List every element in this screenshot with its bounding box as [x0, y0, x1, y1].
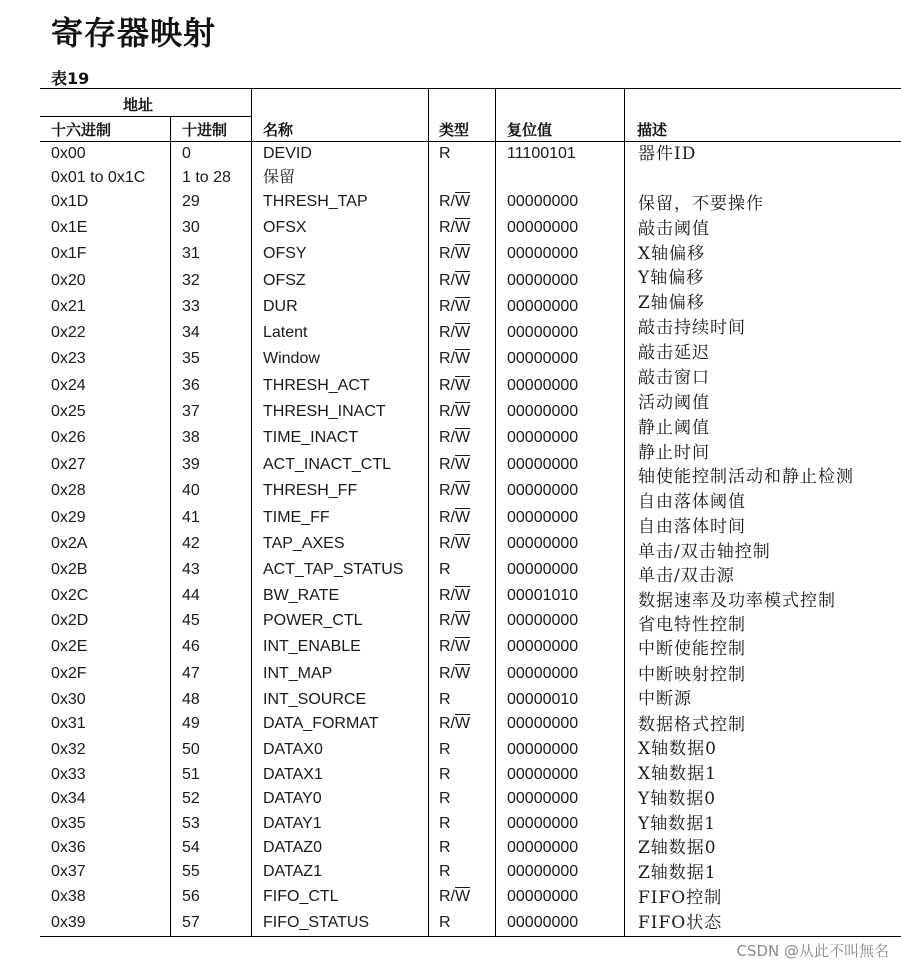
cell-type: $R/\overline{W}$ — [439, 587, 471, 604]
header-address: 地址 — [123, 96, 154, 114]
table-bottom-rule — [40, 936, 901, 937]
cell-hex: 0x38 — [51, 888, 86, 905]
cell-dec: 57 — [182, 914, 200, 931]
cell-type: $R/\overline{W}$ — [439, 715, 471, 732]
cell-hex: 0x39 — [51, 914, 86, 931]
cell-reset: 00000000 — [507, 914, 579, 931]
cell-type: $R/\overline{W}$ — [439, 638, 471, 655]
cell-desc: 自由落体阈值 — [638, 492, 746, 512]
cell-name: FIFO_STATUS — [263, 914, 370, 931]
cell-hex: 0x2F — [51, 665, 87, 682]
cell-type: R — [439, 766, 451, 783]
cell-hex: 0x24 — [51, 377, 86, 394]
address-header-rule — [40, 116, 251, 117]
cell-dec: 52 — [182, 790, 200, 807]
table-row — [0, 427, 901, 449]
cell-name: DATA_FORMAT — [263, 715, 379, 732]
cell-reset: 00000000 — [507, 219, 579, 236]
cell-desc: 敲击持续时间 — [638, 318, 746, 338]
cell-desc: Z轴数据0 — [638, 838, 717, 858]
cell-desc: Y轴数据1 — [638, 814, 717, 834]
cell-hex: 0x2E — [51, 638, 88, 655]
cell-desc: Z轴偏移 — [638, 293, 705, 313]
cell-desc: 器件ID — [638, 144, 697, 164]
cell-hex: 0x37 — [51, 863, 86, 880]
cell-hex: 0x01 to 0x1C — [51, 169, 146, 186]
cell-name: DATAZ1 — [263, 863, 322, 880]
cell-reset: 00000000 — [507, 741, 579, 758]
cell-desc: 自由落体时间 — [638, 517, 746, 537]
table-row — [0, 788, 901, 810]
cell-name: Window — [263, 350, 320, 367]
cell-dec: 36 — [182, 377, 200, 394]
cell-name: TIME_FF — [263, 509, 330, 526]
cell-desc: 保留，不要操作 — [638, 194, 764, 214]
cell-name: OFSX — [263, 219, 307, 236]
cell-reset: 11100101 — [507, 145, 576, 162]
cell-type: $R/\overline{W}$ — [439, 482, 471, 499]
table-row — [0, 764, 901, 786]
cell-dec: 30 — [182, 219, 200, 236]
cell-desc: 静止时间 — [638, 443, 710, 463]
cell-desc: 敲击延迟 — [638, 343, 710, 363]
cell-reset: 00000000 — [507, 839, 579, 856]
cell-type: $R/\overline{W}$ — [439, 245, 471, 262]
table-row — [0, 401, 901, 423]
cell-hex: 0x25 — [51, 403, 86, 420]
cell-name: FIFO_CTL — [263, 888, 339, 905]
header-name: 名称 — [263, 121, 294, 139]
cell-type: $R/\overline{W}$ — [439, 219, 471, 236]
table-row — [0, 217, 901, 239]
cell-type: $R/\overline{W}$ — [439, 509, 471, 526]
cell-type: R — [439, 863, 451, 880]
cell-dec: 44 — [182, 587, 200, 604]
header-dec: 十进制 — [182, 121, 228, 139]
cell-dec: 37 — [182, 403, 200, 420]
cell-dec: 51 — [182, 766, 200, 783]
cell-name: ACT_INACT_CTL — [263, 456, 392, 473]
cell-reset: 00000000 — [507, 766, 579, 783]
table-row — [0, 813, 901, 835]
cell-desc: 敲击窗口 — [638, 368, 710, 388]
cell-hex: 0x1E — [51, 219, 88, 236]
cell-name: THRESH_INACT — [263, 403, 386, 420]
cell-hex: 0x2A — [51, 535, 88, 552]
cell-hex: 0x20 — [51, 272, 86, 289]
cell-reset: 00000000 — [507, 298, 579, 315]
cell-name: ACT_TAP_STATUS — [263, 561, 404, 578]
cell-hex: 0x00 — [51, 145, 86, 162]
cell-type: R — [439, 914, 451, 931]
cell-dec: 45 — [182, 612, 200, 629]
cell-dec: 47 — [182, 665, 200, 682]
cell-reset: 00000000 — [507, 509, 579, 526]
table-row — [0, 886, 901, 908]
cell-hex: 0x32 — [51, 741, 86, 758]
cell-reset: 00000000 — [507, 561, 579, 578]
table-row — [0, 348, 901, 370]
table-row — [0, 912, 901, 934]
cell-dec: 35 — [182, 350, 200, 367]
cell-type: R — [439, 815, 451, 832]
cell-dec: 43 — [182, 561, 200, 578]
cell-name: DUR — [263, 298, 298, 315]
cell-dec: 31 — [182, 245, 200, 262]
cell-name: INT_SOURCE — [263, 691, 367, 708]
cell-dec: 38 — [182, 429, 200, 446]
table-row — [0, 610, 901, 632]
cell-name: DATAZ0 — [263, 839, 322, 856]
cell-reset: 00000000 — [507, 888, 579, 905]
cell-name: 保留 — [263, 169, 296, 186]
table-row — [0, 837, 901, 859]
cell-name: OFSY — [263, 245, 307, 262]
cell-dec: 0 — [182, 145, 191, 162]
cell-hex: 0x1D — [51, 193, 89, 210]
cell-type: R — [439, 691, 451, 708]
cell-type: $R/\overline{W}$ — [439, 377, 471, 394]
cell-name: TAP_AXES — [263, 535, 345, 552]
cell-name: TIME_INACT — [263, 429, 359, 446]
cell-desc: 活动阈值 — [638, 393, 710, 413]
cell-dec: 39 — [182, 456, 200, 473]
table-row — [0, 167, 901, 189]
cell-name: DATAY0 — [263, 790, 322, 807]
cell-hex: 0x29 — [51, 509, 86, 526]
cell-hex: 0x34 — [51, 790, 86, 807]
cell-type: $R/\overline{W}$ — [439, 403, 471, 420]
cell-desc: Y轴偏移 — [638, 268, 705, 288]
cell-type: R — [439, 145, 451, 162]
cell-name: POWER_CTL — [263, 612, 363, 629]
cell-type: $R/\overline{W}$ — [439, 665, 471, 682]
table-row — [0, 143, 901, 165]
cell-reset: 00000010 — [507, 691, 579, 708]
cell-hex: 0x22 — [51, 324, 86, 341]
cell-dec: 32 — [182, 272, 200, 289]
cell-reset: 00000000 — [507, 665, 579, 682]
cell-desc: FIFO控制 — [638, 888, 723, 908]
cell-reset: 00000000 — [507, 245, 579, 262]
cell-name: DATAX1 — [263, 766, 323, 783]
table-row — [0, 739, 901, 761]
cell-reset: 00000000 — [507, 377, 579, 394]
cell-hex: 0x23 — [51, 350, 86, 367]
cell-type: R — [439, 790, 451, 807]
table-row — [0, 713, 901, 735]
cell-reset: 00000000 — [507, 715, 579, 732]
header-reset: 复位值 — [507, 121, 553, 139]
cell-type: $R/\overline{W}$ — [439, 612, 471, 629]
cell-type: $R/\overline{W}$ — [439, 456, 471, 473]
cell-desc: 单击/双击轴控制 — [638, 542, 771, 562]
cell-reset: 00000000 — [507, 193, 579, 210]
table-row — [0, 861, 901, 883]
header-hex: 十六进制 — [51, 121, 112, 139]
cell-hex: 0x31 — [51, 715, 86, 732]
cell-desc: Y轴数据0 — [638, 789, 717, 809]
cell-hex: 0x28 — [51, 482, 86, 499]
table-row — [0, 243, 901, 265]
cell-hex: 0x33 — [51, 766, 86, 783]
table-row — [0, 375, 901, 397]
cell-desc: 省电特性控制 — [638, 615, 746, 635]
cell-reset: 00000000 — [507, 790, 579, 807]
cell-name: OFSZ — [263, 272, 306, 289]
cell-type: $R/\overline{W}$ — [439, 350, 471, 367]
cell-dec: 34 — [182, 324, 200, 341]
cell-hex: 0x1F — [51, 245, 87, 262]
cell-name: DATAY1 — [263, 815, 322, 832]
table-row — [0, 507, 901, 529]
header-desc: 描述 — [637, 121, 668, 139]
table-row — [0, 322, 901, 344]
cell-desc: Z轴数据1 — [638, 863, 717, 883]
cell-reset: 00000000 — [507, 612, 579, 629]
cell-dec: 1 to 28 — [182, 169, 231, 186]
cell-name: Latent — [263, 324, 308, 341]
cell-desc: 单击/双击源 — [638, 566, 735, 586]
cell-hex: 0x30 — [51, 691, 86, 708]
cell-name: THRESH_TAP — [263, 193, 368, 210]
cell-reset: 00000000 — [507, 482, 579, 499]
cell-dec: 50 — [182, 741, 200, 758]
cell-type: R — [439, 839, 451, 856]
cell-type: $R/\overline{W}$ — [439, 429, 471, 446]
cell-reset: 00001010 — [507, 587, 579, 604]
cell-reset: 00000000 — [507, 350, 579, 367]
cell-type: $R/\overline{W}$ — [439, 272, 471, 289]
table-caption: 表19 — [51, 69, 90, 88]
header-type: 类型 — [439, 121, 470, 139]
cell-dec: 53 — [182, 815, 200, 832]
table-row — [0, 689, 901, 711]
cell-desc: 轴使能控制活动和静止检测 — [638, 467, 854, 487]
cell-reset: 00000000 — [507, 815, 579, 832]
cell-hex: 0x2C — [51, 587, 89, 604]
cell-hex: 0x36 — [51, 839, 86, 856]
cell-desc: 中断使能控制 — [638, 639, 746, 659]
cell-dec: 56 — [182, 888, 200, 905]
cell-name: DATAX0 — [263, 741, 323, 758]
cell-reset: 00000000 — [507, 456, 579, 473]
cell-desc: 数据速率及功率模式控制 — [638, 591, 836, 611]
cell-type: R — [439, 561, 451, 578]
table-row — [0, 270, 901, 292]
cell-name: DEVID — [263, 145, 312, 162]
table-row — [0, 663, 901, 685]
cell-type: $R/\overline{W}$ — [439, 888, 471, 905]
table-top-rule — [40, 88, 901, 89]
cell-name: BW_RATE — [263, 587, 340, 604]
cell-hex: 0x21 — [51, 298, 86, 315]
cell-reset: 00000000 — [507, 272, 579, 289]
cell-type: $R/\overline{W}$ — [439, 193, 471, 210]
cell-reset: 00000000 — [507, 535, 579, 552]
cell-desc: 数据格式控制 — [638, 715, 746, 735]
watermark: CSDN @从此不叫無名 — [736, 942, 889, 960]
cell-name: INT_MAP — [263, 665, 333, 682]
cell-name: THRESH_FF — [263, 482, 358, 499]
cell-name: INT_ENABLE — [263, 638, 361, 655]
cell-dec: 49 — [182, 715, 200, 732]
cell-hex: 0x35 — [51, 815, 86, 832]
cell-dec: 42 — [182, 535, 200, 552]
cell-name: THRESH_ACT — [263, 377, 370, 394]
cell-reset: 00000000 — [507, 863, 579, 880]
cell-dec: 29 — [182, 193, 200, 210]
table-row — [0, 636, 901, 658]
cell-reset: 00000000 — [507, 324, 579, 341]
cell-desc: X轴偏移 — [638, 244, 706, 264]
cell-type: R — [439, 741, 451, 758]
cell-type: $R/\overline{W}$ — [439, 535, 471, 552]
cell-type: $R/\overline{W}$ — [439, 298, 471, 315]
cell-desc: X轴数据0 — [638, 739, 717, 759]
cell-hex: 0x2D — [51, 612, 89, 629]
cell-desc: 敲击阈值 — [638, 219, 710, 239]
cell-reset: 00000000 — [507, 638, 579, 655]
cell-hex: 0x27 — [51, 456, 86, 473]
cell-dec: 41 — [182, 509, 200, 526]
cell-dec: 40 — [182, 482, 200, 499]
cell-dec: 55 — [182, 863, 200, 880]
cell-dec: 46 — [182, 638, 200, 655]
cell-desc: X轴数据1 — [638, 764, 717, 784]
cell-desc: 静止阈值 — [638, 418, 710, 438]
cell-type: $R/\overline{W}$ — [439, 324, 471, 341]
cell-reset: 00000000 — [507, 403, 579, 420]
table-row — [0, 296, 901, 318]
desc-fifo-status: FIFO状态 — [638, 913, 723, 933]
cell-reset: 00000000 — [507, 429, 579, 446]
cell-hex: 0x26 — [51, 429, 86, 446]
cell-dec: 33 — [182, 298, 200, 315]
table-row — [0, 191, 901, 213]
cell-dec: 48 — [182, 691, 200, 708]
cell-desc: 中断映射控制 — [638, 665, 746, 685]
page-title: 寄存器映射 — [51, 14, 217, 52]
cell-desc: 中断源 — [638, 689, 692, 709]
cell-dec: 54 — [182, 839, 200, 856]
cell-hex: 0x2B — [51, 561, 88, 578]
